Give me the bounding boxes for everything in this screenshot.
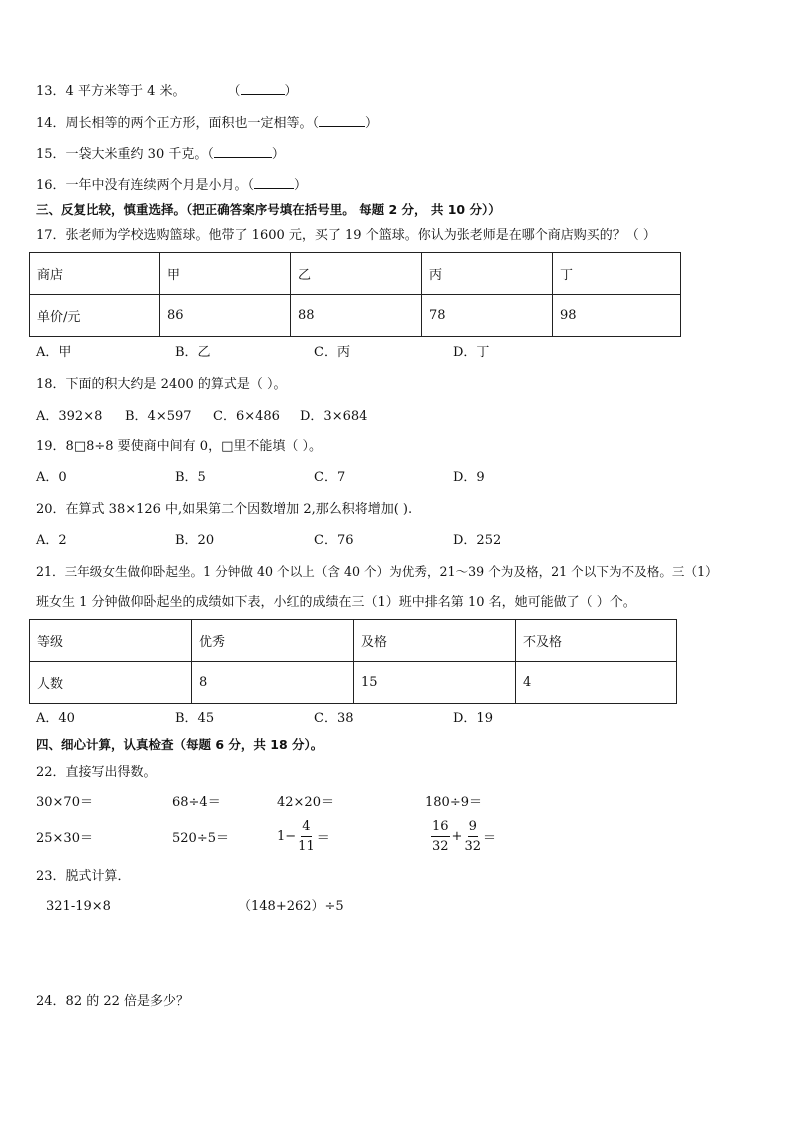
table-cell: 78 <box>422 295 553 337</box>
option-d[interactable]: D．9 <box>453 470 485 485</box>
table-cell: 乙 <box>291 253 422 295</box>
fraction-denominator: 32 <box>432 839 449 854</box>
fraction <box>464 818 481 855</box>
question-17-table <box>29 252 681 337</box>
option-c[interactable]: C．76 <box>314 533 354 548</box>
fraction-expression-2: $\frac{16}{32}$ + $\frac{9}{32}$ ＝ <box>432 819 497 854</box>
option-b[interactable]: B．5 <box>175 470 206 485</box>
table-row <box>30 253 681 295</box>
fraction <box>298 818 315 855</box>
question-14-text: 14．周长相等的两个正方形，面积也一定相等。（ <box>36 116 320 131</box>
question-15: 15．一袋大米重约 30 千克。（ ） <box>36 147 285 162</box>
question-13: 13．4 平方米等于 4 米。 （ ） <box>36 84 298 99</box>
fraction-denominator: 32 <box>464 839 481 854</box>
option-c[interactable]: C．38 <box>314 711 354 726</box>
option-a[interactable]: A．0 <box>36 470 67 485</box>
answer-blank-13[interactable] <box>241 82 285 95</box>
table-row <box>30 295 681 337</box>
calc-expression: （148+262）÷5 <box>238 899 344 914</box>
calc-item: 68÷4＝ <box>172 795 221 810</box>
question-13-text: 13．4 平方米等于 4 米。 <box>36 84 186 99</box>
table-cell: 等级 <box>30 620 192 662</box>
answer-blank-16[interactable] <box>254 176 294 189</box>
table-cell: 丁 <box>553 253 681 295</box>
table-cell: 88 <box>291 295 422 337</box>
calc-item: 180÷9＝ <box>425 795 482 810</box>
fraction <box>431 818 450 855</box>
question-19-text: 19．8□8÷8 要使商中间有 0，□里不能填（ ）。 <box>36 439 322 454</box>
table-cell: 单价/元 <box>30 295 160 337</box>
fraction-numerator: 9 <box>468 818 478 837</box>
section-3-heading: 三、反复比较，慎重选择。（把正确答案序号填在括号里。 每题 2 分， 共 10 分）） <box>36 202 501 217</box>
answer-blank-14[interactable] <box>319 114 365 127</box>
fraction-expression-1: 1− $\frac{4}{11}$ ＝ <box>277 819 330 854</box>
table-cell: 不及格 <box>516 620 677 662</box>
table-cell: 15 <box>354 662 516 704</box>
calc-item: 25×30＝ <box>36 831 93 846</box>
option-a[interactable]: A．2 <box>36 533 67 548</box>
question-21-table <box>29 619 677 704</box>
fraction-numerator: 16 <box>431 818 450 837</box>
table-cell: 98 <box>553 295 681 337</box>
table-row <box>30 620 677 662</box>
option-c[interactable]: C．6×486 <box>213 409 280 424</box>
table-cell: 丙 <box>422 253 553 295</box>
option-d[interactable]: D．19 <box>453 711 493 726</box>
table-cell: 8 <box>192 662 354 704</box>
option-a[interactable]: A．甲 <box>36 345 72 360</box>
option-d[interactable]: D．252 <box>453 533 502 548</box>
question-24-text: 24．82 的 22 倍是多少？ <box>36 994 190 1009</box>
question-18-text: 18．下面的积大约是 2400 的算式是（ ）。 <box>36 377 287 392</box>
option-a[interactable]: A．40 <box>36 711 75 726</box>
question-22-text: 22．直接写出得数。 <box>36 765 157 780</box>
table-cell: 86 <box>160 295 291 337</box>
answer-blank-15[interactable] <box>214 145 272 158</box>
calc-expression: 321-19×8 <box>46 899 111 914</box>
question-21-text-line1: 21．三年级女生做仰卧起坐。1 分钟做 40 个以上（含 40 个）为优秀，21～39 个为及格，21 个以下为不及格。三（1） <box>36 564 718 579</box>
option-b[interactable]: B．4×597 <box>125 409 192 424</box>
question-16: 16．一年中没有连续两个月是小月。（ ） <box>36 178 308 193</box>
calc-item: 30×70＝ <box>36 795 93 810</box>
calc-item: 520÷5＝ <box>172 831 229 846</box>
option-b[interactable]: B．20 <box>175 533 215 548</box>
table-cell: 4 <box>516 662 677 704</box>
question-15-text: 15．一袋大米重约 30 千克。（ <box>36 147 214 162</box>
table-cell: 及格 <box>354 620 516 662</box>
option-d[interactable]: D．丁 <box>453 345 490 360</box>
question-21-text-line2: 班女生 1 分钟做仰卧起坐的成绩如下表，小红的成绩在三（1）班中排名第 10 名，她可能做了（ ）个。 <box>36 595 636 610</box>
table-cell: 甲 <box>160 253 291 295</box>
table-cell: 商店 <box>30 253 160 295</box>
fraction-denominator: 11 <box>298 839 315 854</box>
table-cell: 人数 <box>30 662 192 704</box>
section-4-heading: 四、细心计算，认真检查（每题 6 分，共 18 分）。 <box>36 737 324 752</box>
option-a[interactable]: A．392×8 <box>36 409 103 424</box>
table-cell: 优秀 <box>192 620 354 662</box>
fraction-numerator: 4 <box>301 818 311 837</box>
option-b[interactable]: B．45 <box>175 711 215 726</box>
calc-item: 42×20＝ <box>277 795 334 810</box>
option-c[interactable]: C．丙 <box>314 345 350 360</box>
table-row <box>30 662 677 704</box>
question-14: 14．周长相等的两个正方形，面积也一定相等。（ ） <box>36 116 379 131</box>
question-17-text: 17．张老师为学校选购篮球。他带了 1600 元，买了 19 个篮球。你认为张老师是在哪个商店购买的？（ ） <box>36 228 656 243</box>
question-23-text: 23．脱式计算． <box>36 869 131 884</box>
option-d[interactable]: D．3×684 <box>300 409 368 424</box>
option-b[interactable]: B．乙 <box>175 345 211 360</box>
question-16-text: 16．一年中没有连续两个月是小月。（ <box>36 178 255 193</box>
option-c[interactable]: C．7 <box>314 470 346 485</box>
question-20-text: 20．在算式 38×126 中,如果第二个因数增加 2,那么积将增加( ). <box>36 502 413 517</box>
